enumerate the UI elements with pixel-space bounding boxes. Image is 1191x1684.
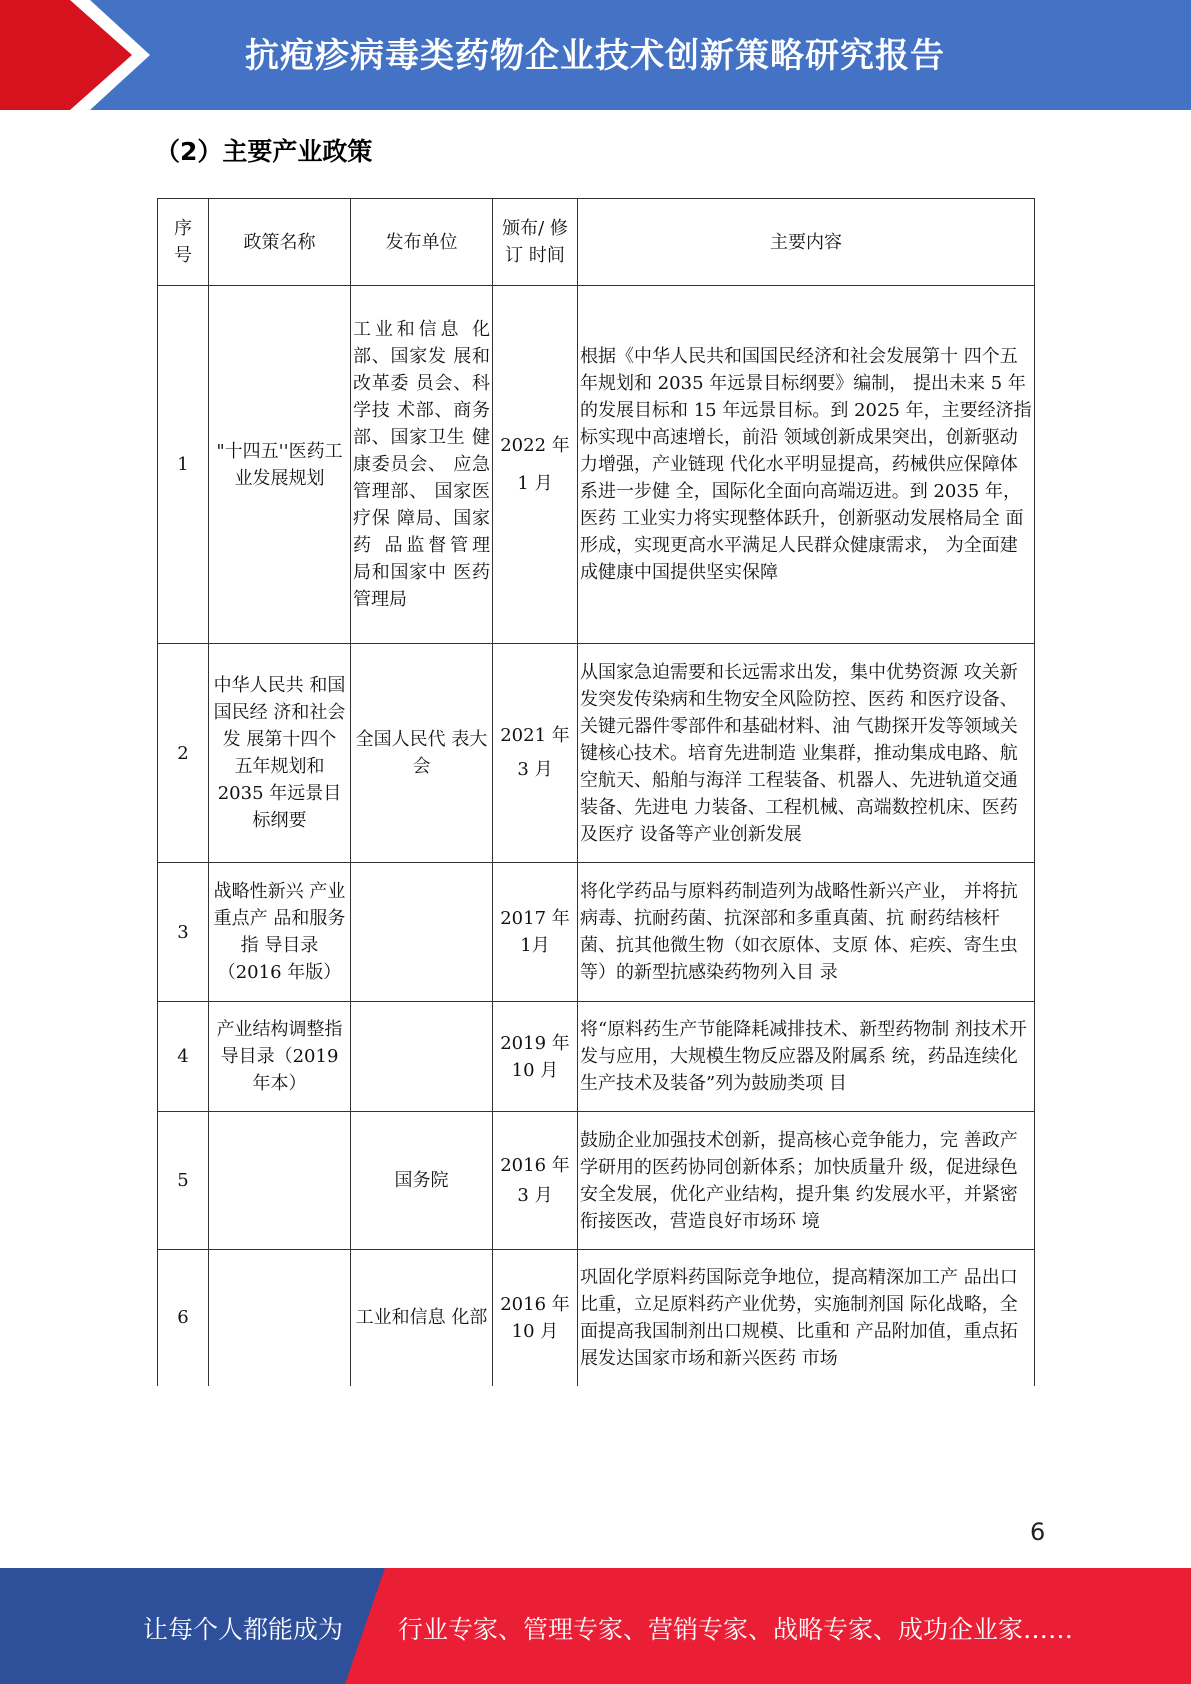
page-footer	[0, 1568, 1191, 1684]
row-name: "十四五''医药工业发展规划	[209, 286, 351, 644]
row-publisher	[351, 863, 493, 1002]
header-name: 政策名称	[209, 199, 351, 286]
report-title: 抗疱疹病毒类药物企业技术创新策略研究报告	[245, 36, 945, 76]
row-idx: 4	[158, 1002, 209, 1112]
footer-slogan-left: 让每个人都能成为	[143, 1615, 344, 1644]
row-name: 产业结构调整指导目录（2019 年本）	[209, 1002, 351, 1112]
row-name: 战略性新兴 产业重点产 品和服务指 导目录（2016 年版）	[209, 863, 351, 1002]
header-publisher: 发布单位	[351, 199, 493, 286]
table-row	[158, 644, 1035, 863]
header-arrow-decoration	[0, 0, 150, 110]
row-content: 从国家急迫需要和长远需求出发，集中优势资源 攻关新发突发传染病和生物安全风险防控、医药 和医疗设备、关键元器件零部件和基础材料、油 气勘探开发等领域关键核心技术。培育先进制造 业集群，推动集成电路、航空航天、船舶与海洋 工程装备、机器人、先进轨道交通装备、先进电 力装备、工程机械、高端数控机床、医药及医疗 设备等产业创新发展	[578, 644, 1035, 863]
header-idx: 序号	[158, 199, 209, 286]
row-name: 中华人民共 和国国民经 济和社会发 展第十四个 五年规划和 2035 年远景目标纲要	[209, 644, 351, 863]
page-number: 6	[1030, 1518, 1046, 1546]
section-heading: （2）主要产业政策	[155, 137, 373, 166]
row-idx: 1	[158, 286, 209, 644]
row-publisher	[351, 1002, 493, 1112]
table-row	[158, 1002, 1035, 1112]
row-name	[209, 1250, 351, 1386]
row-content: 将“原料药生产节能降耗减排技术、新型药物制 剂技术开发与应用，大规模生物反应器及附属系 统，药品连续化生产技术及装备”列为鼓励类项 目	[578, 1002, 1035, 1112]
header-date: 颁布/ 修订 时间	[493, 199, 578, 286]
row-date: 2021 年 3 月	[493, 644, 578, 863]
row-date: 2022 年 1 月	[493, 286, 578, 644]
row-content: 将化学药品与原料药制造列为战略性新兴产业， 并将抗病毒、抗耐药菌、抗深部和多重真菌、抗 耐药结核杆菌、抗其他微生物（如衣原体、支原 体、疟疾、寄生虫等）的新型抗感染药物列入目 录	[578, 863, 1035, 1002]
row-content: 鼓励企业加强技术创新，提高核心竞争能力，完 善政产学研用的医药协同创新体系；加快质量升 级，促进绿色安全发展，优化产业结构，提升集 约发展水平，并紧密衔接医改，营造良好市场环 境	[578, 1112, 1035, 1250]
row-date: 2016 年 10 月	[493, 1250, 578, 1386]
row-publisher: 国务院	[351, 1112, 493, 1250]
row-idx: 2	[158, 644, 209, 863]
row-idx: 5	[158, 1112, 209, 1250]
header-content: 主要内容	[578, 199, 1035, 286]
row-date: 2017 年 1月	[493, 863, 578, 1002]
row-name	[209, 1112, 351, 1250]
policy-table	[157, 198, 1035, 1386]
row-publisher: 工业和信息 化部、国家发 展和改革委 员会、科学技 术部、商务 部、国家卫生 健康委员会、 应急管理部、 国家医疗保 障局、国家药 品监督管理 局和国家中 医药管理局	[351, 286, 493, 644]
row-publisher: 全国人民代 表大会	[351, 644, 493, 863]
table-row	[158, 1250, 1035, 1386]
footer-slogan-right: 行业专家、管理专家、营销专家、战略专家、成功企业家……	[398, 1615, 1074, 1644]
page-header	[0, 0, 1191, 110]
row-publisher: 工业和信息 化部	[351, 1250, 493, 1386]
table-row	[158, 286, 1035, 644]
row-content: 巩固化学原料药国际竞争地位，提高精深加工产 品出口比重，立足原料药产业优势，实施制剂国 际化战略，全面提高我国制剂出口规模、比重和 产品附加值，重点拓展发达国家市场和新兴医药 市场	[578, 1250, 1035, 1386]
row-date: 2019 年 10 月	[493, 1002, 578, 1112]
row-idx: 6	[158, 1250, 209, 1386]
table-header-row	[158, 199, 1035, 286]
table-row	[158, 863, 1035, 1002]
table-row	[158, 1112, 1035, 1250]
row-date: 2016 年 3 月	[493, 1112, 578, 1250]
row-idx: 3	[158, 863, 209, 1002]
row-content: 根据《中华人民共和国国民经济和社会发展第十 四个五年规划和 2035 年远景目标纲要》编制， 提出未来 5 年的发展目标和 15 年远景目标。到 2025 年，主要经济指标实现中高速增长，前沿 领域创新成果突出，创新驱动力增强，产业链现 代化水平明显提高，药械供应保障体系进一步健 全，国际化全面向高端迈进。到 2035 年，医药 工业实力将实现整体跃升，创新驱动发展格局全 面形成，实现更高水平满足人民群众健康需求， 为全面建成健康中国提供坚实保障	[578, 286, 1035, 644]
